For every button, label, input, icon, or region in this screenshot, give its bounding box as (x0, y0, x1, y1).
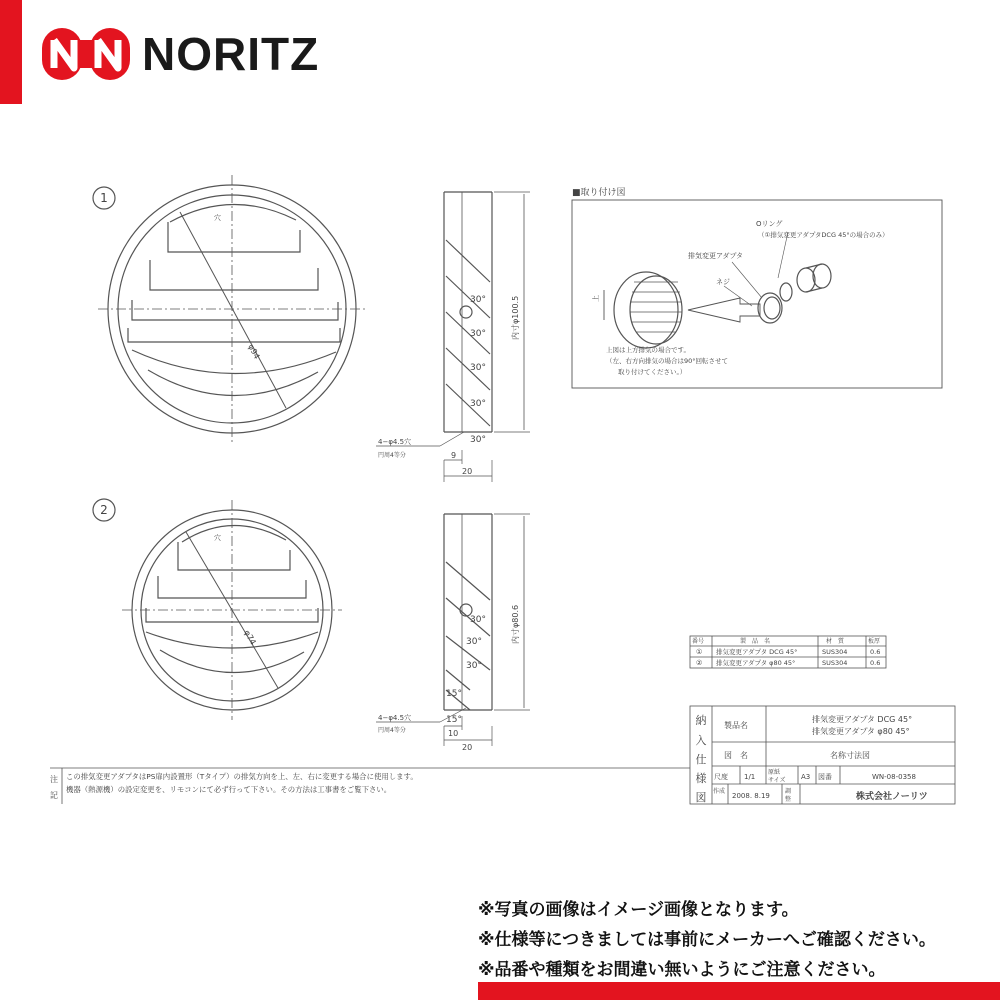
parts-header-name: 製 品 名 (740, 638, 771, 645)
noritz-logo (40, 22, 319, 86)
part2-dim-depth: 20 (462, 743, 473, 752)
part2-diameter: φ74 (242, 628, 258, 647)
part2-hole-spec-note: 円周4等分 (378, 727, 406, 734)
part2-hole-mark: 穴 (214, 534, 221, 542)
part1-number: 1 (100, 191, 108, 205)
part2-hole-spec: 4−φ4.5穴 (378, 714, 412, 722)
scale-value: 1/1 (744, 773, 756, 781)
part2-angle-3: 30° (466, 661, 482, 671)
scale-label: 尺度 (714, 773, 728, 781)
part1-angle-2: 30° (470, 329, 486, 339)
parts-row2-thickness: 0.6 (870, 659, 881, 667)
side-label-3: 仕 (695, 753, 707, 766)
parts-row2-name: 排気変更アダプタ φ80 45° (716, 659, 796, 667)
install-o-ring-note: （①排気変更アダプタDCG 45°の場合のみ） (758, 231, 889, 239)
check-label-2: 整 (785, 796, 792, 803)
install-desc-3: 取り付けてください。） (618, 368, 687, 376)
parts-row1-no: ① (696, 648, 703, 656)
number-label: 図番 (818, 773, 832, 781)
noritz-wordmark: NORITZ (142, 28, 320, 80)
part2-number: 2 (100, 503, 108, 517)
product-label: 製品名 (724, 721, 748, 730)
paper-label-1: 原紙 (768, 769, 781, 776)
install-desc-1: 上図は上方排気の場合です。 (606, 346, 690, 354)
part2-angle-2: 30° (466, 637, 482, 647)
part1-hole-spec-note: 円周4等分 (378, 452, 406, 459)
parts-row1-material: SUS304 (822, 648, 848, 656)
part2-side-view (376, 514, 530, 746)
note-image: ※写真の画像はイメージ画像となります。 (478, 900, 799, 920)
remarks-line-1: この排気変更アダプタはPS扉内設置形（Tタイプ）の排気方向を上、左、右に変更する場合に使用します。 (66, 772, 418, 781)
notes (478, 895, 998, 985)
brand-bar-bottom (478, 982, 1000, 1000)
side-label-1: 納 (695, 714, 707, 727)
parts-row1-name: 排気変更アダプタ DCG 45° (716, 648, 798, 656)
technical-drawing (0, 170, 1000, 810)
part1-angle-3: 30° (470, 363, 486, 373)
drawing-number: WN-08-0358 (872, 773, 916, 781)
paper-value: A3 (801, 773, 811, 781)
note-part-number: ※品番や種類をお間違い無いようにご注意ください。 (478, 960, 886, 980)
parts-header-material: 材 質 (826, 638, 845, 645)
part1-dim-small: 9 (451, 451, 457, 460)
parts-row2-material: SUS304 (822, 659, 848, 667)
install-adapter: 排気変更アダプタ (688, 252, 744, 260)
install-up: 上 (592, 295, 600, 302)
made-label: 作成 (713, 788, 726, 795)
part1-angle-5: 30° (470, 435, 486, 445)
part2-angle-1: 30° (470, 615, 486, 625)
part2-front-view (122, 500, 342, 720)
part1-angle-1: 30° (470, 295, 486, 305)
part1-hole-mark: 穴 (214, 214, 221, 222)
install-o-ring: Oリング (756, 220, 783, 228)
install-screw: ネジ (716, 278, 730, 286)
side-label-4: 様 (695, 772, 707, 785)
part1-inner-dim: 内寸φ100.5 (511, 295, 520, 340)
parts-header-no: 番号 (692, 638, 705, 645)
part1-hole-spec: 4−φ4.5穴 (378, 438, 412, 446)
install-title: ■取り付け図 (572, 188, 626, 198)
drawing-name: 名称寸法図 (830, 751, 870, 760)
brand-bar-left (0, 0, 22, 104)
parts-row2-no: ② (696, 659, 703, 667)
company-name: 株式会社ノーリツ (856, 792, 928, 802)
made-date: 2008. 8.19 (732, 792, 770, 800)
noritz-logo-mark (40, 22, 132, 86)
install-desc-2: （左、右方向排気の場合は90°回転させて (606, 357, 729, 365)
part1-dim-depth: 20 (462, 467, 473, 476)
part1-front-view (98, 175, 366, 443)
remarks-label-2: 記 (50, 791, 58, 800)
drawing-label: 図 名 (724, 751, 748, 760)
check-label-1: 調 (785, 788, 792, 795)
part2-dim-small: 10 (448, 729, 459, 738)
part2-inner-dim: 内寸φ80.6 (511, 604, 520, 644)
part2-angle-5: 15° (446, 715, 462, 725)
parts-header-thickness: 板厚 (868, 638, 881, 645)
note-spec: ※仕様等につきましては事前にメーカーへご確認ください。 (478, 930, 936, 950)
paper-label-2: サイズ (768, 777, 786, 784)
side-label-5: 図 (695, 791, 707, 804)
product-line-1: 排気変更アダプタ DCG 45° (812, 715, 913, 724)
product-line-2: 排気変更アダプタ φ80 45° (812, 727, 910, 736)
remarks-line-2: 機器（熱源機）の設定変更を、リモコンにて必ず行って下さい。その方法は工事書をご覧下さい。 (66, 785, 392, 794)
side-label-2: 入 (695, 734, 707, 747)
part1-diameter: φ94 (246, 342, 262, 361)
part1-angle-4: 30° (470, 399, 486, 409)
part2-angle-4: 15° (446, 689, 462, 699)
parts-row1-thickness: 0.6 (870, 648, 881, 656)
remarks-label-1: 注 (50, 775, 58, 784)
